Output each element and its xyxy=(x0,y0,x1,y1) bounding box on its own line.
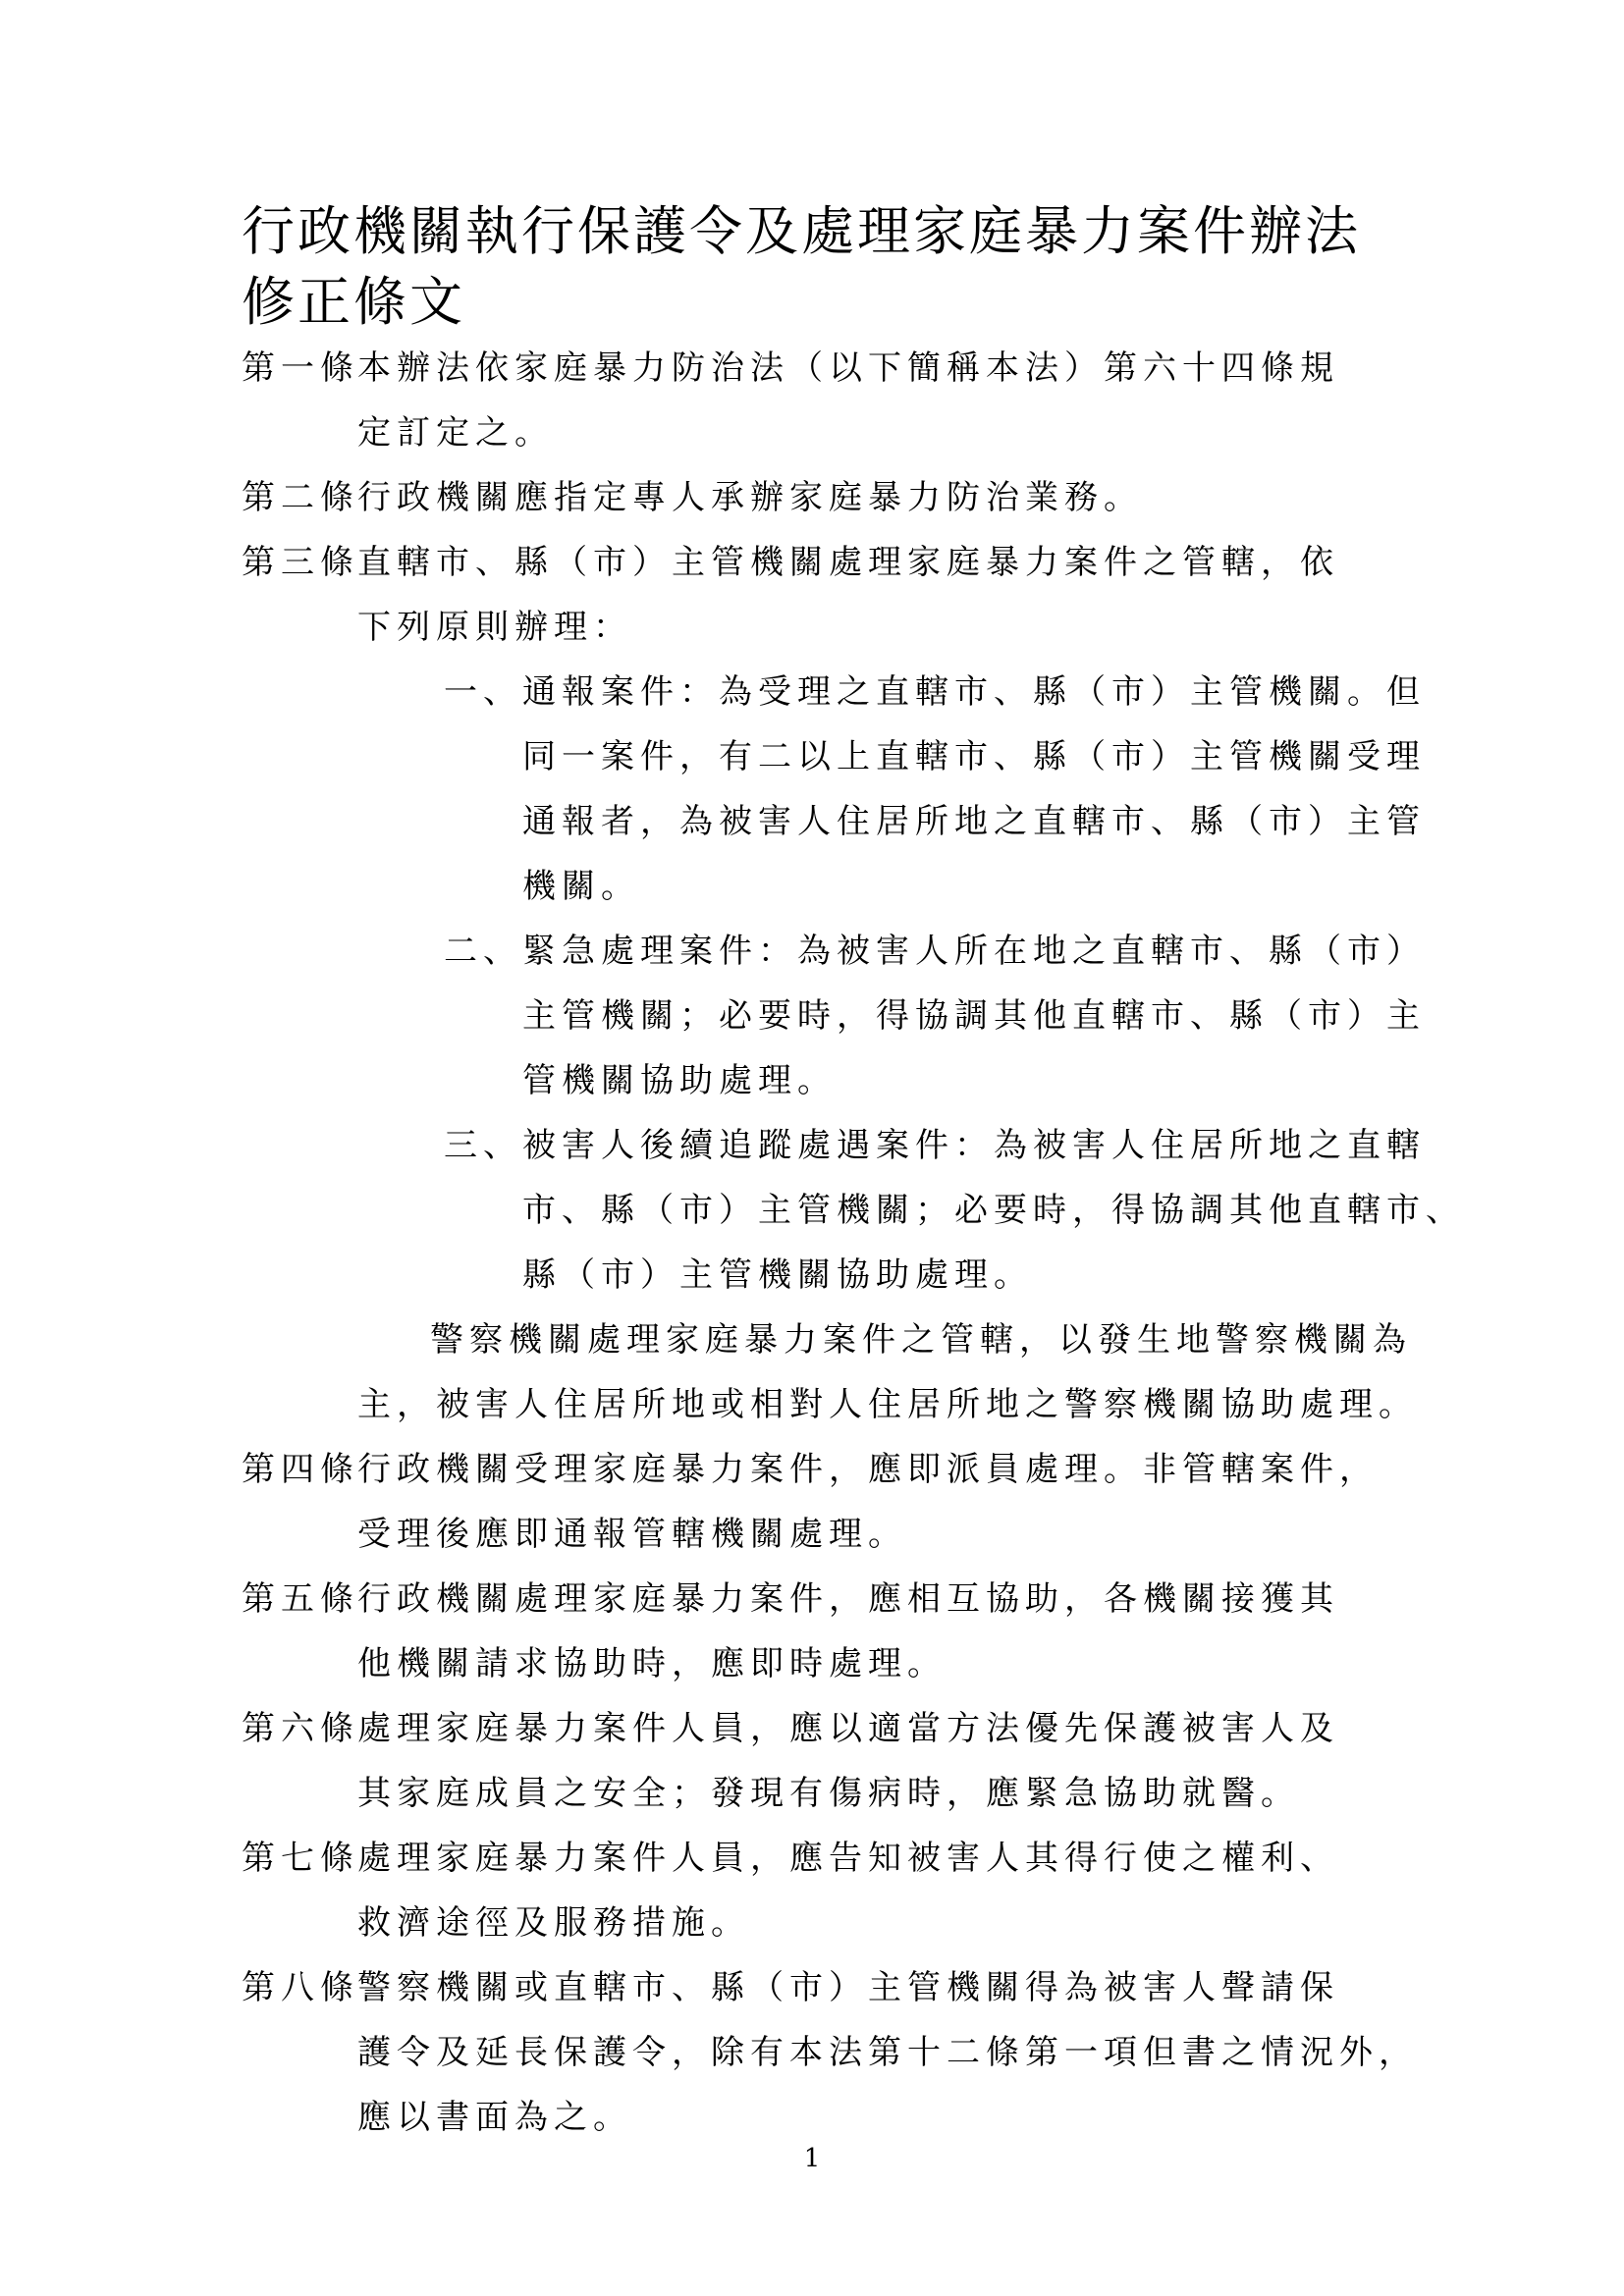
article-text-line: 警察機關或直轄市、縣（市）主管機關得為被害人聲請保 xyxy=(357,1968,1339,2007)
article-2 xyxy=(242,465,1400,530)
list-item-2 xyxy=(242,919,1426,1113)
article-label: 第四條 xyxy=(242,1450,359,1489)
list-item-text-line: 市、縣（市）主管機關；必要時，得協調其他直轄市、 xyxy=(522,1191,1465,1230)
article-label: 第三條 xyxy=(242,543,359,582)
list-item-text-line: 管機關協助處理。 xyxy=(522,1061,837,1100)
list-item-text-line: 緊急處理案件：為被害人所在地之直轄市、縣（市） xyxy=(522,932,1426,971)
article-text-line: 應以書面為之。 xyxy=(357,2098,632,2137)
article-text-line: 本辦法依家庭暴力防治法（以下簡稱本法）第六十四條規 xyxy=(357,348,1339,388)
article-paragraph-line: 警察機關處理家庭暴力案件之管轄，以發生地警察機關為 xyxy=(430,1320,1412,1360)
article-text-line: 救濟途徑及服務措施。 xyxy=(357,1903,750,1943)
list-item-number: 一、 xyxy=(444,672,522,712)
article-3 xyxy=(242,530,1465,1437)
title-line-1: 行政機關執行保護令及處理家庭暴力案件辦法 xyxy=(242,200,1361,262)
article-text-line: 他機關請求協助時，應即時處理。 xyxy=(357,1644,947,1683)
title-line-2: 修正條文 xyxy=(242,271,465,333)
article-text-line: 行政機關應指定專人承辦家庭暴力防治業務。 xyxy=(357,478,1143,517)
list-item-text-line: 通報案件：為受理之直轄市、縣（市）主管機關。但 xyxy=(522,672,1426,712)
article-text-line: 受理後應即通報管轄機關處理。 xyxy=(357,1515,907,1554)
article-text-line: 其家庭成員之安全；發現有傷病時，應緊急協助就醫。 xyxy=(357,1774,1300,1813)
article-label: 第五條 xyxy=(242,1579,359,1619)
article-label: 第一條 xyxy=(242,348,359,388)
list-item-text-line: 縣（市）主管機關協助處理。 xyxy=(522,1255,1033,1295)
list-item-3 xyxy=(242,1113,1465,1308)
article-text-line: 下列原則辦理： xyxy=(357,608,632,647)
list-item-text-line: 被害人後續追蹤處遇案件：為被害人住居所地之直轄 xyxy=(522,1126,1426,1165)
article-6 xyxy=(242,1696,1400,1826)
article-text-line: 直轄市、縣（市）主管機關處理家庭暴力案件之管轄，依 xyxy=(357,543,1339,582)
page-number: 1 xyxy=(803,2144,821,2173)
list-item-text-line: 主管機關；必要時，得協調其他直轄市、縣（市）主 xyxy=(522,996,1426,1036)
list-item-text-line: 通報者，為被害人住居所地之直轄市、縣（市）主管 xyxy=(522,802,1426,841)
article-label: 第六條 xyxy=(242,1709,359,1748)
article-1 xyxy=(242,336,1400,465)
article-text-line: 行政機關受理家庭暴力案件，應即派員處理。非管轄案件， xyxy=(357,1450,1379,1489)
article-4 xyxy=(242,1437,1400,1567)
article-label: 第二條 xyxy=(242,478,359,517)
list-item-text-line: 同一案件，有二以上直轄市、縣（市）主管機關受理 xyxy=(522,737,1426,776)
article-text-line: 處理家庭暴力案件人員，應以適當方法優先保護被害人及 xyxy=(357,1709,1339,1748)
article-7 xyxy=(242,1826,1400,1955)
article-text-line: 護令及延長保護令，除有本法第十二條第一項但書之情況外， xyxy=(357,2033,1418,2072)
article-text-line: 定訂定之。 xyxy=(357,413,554,453)
article-text-line: 處理家庭暴力案件人員，應告知被害人其得行使之權利、 xyxy=(357,1839,1339,1878)
document-title xyxy=(242,196,1459,338)
article-8 xyxy=(242,1955,1418,2150)
document-body xyxy=(242,336,1465,2150)
article-text-line: 行政機關處理家庭暴力案件，應相互協助，各機關接獲其 xyxy=(357,1579,1339,1619)
list-item-text-line: 機關。 xyxy=(522,867,640,906)
article-label: 第七條 xyxy=(242,1839,359,1878)
article-label: 第八條 xyxy=(242,1968,359,2007)
article-5 xyxy=(242,1567,1400,1696)
list-item-1 xyxy=(242,660,1426,919)
article-paragraph-line: 主，被害人住居所地或相對人住居所地之警察機關協助處理。 xyxy=(357,1385,1418,1424)
list-item-number: 二、 xyxy=(444,932,522,971)
list-item-number: 三、 xyxy=(444,1126,522,1165)
